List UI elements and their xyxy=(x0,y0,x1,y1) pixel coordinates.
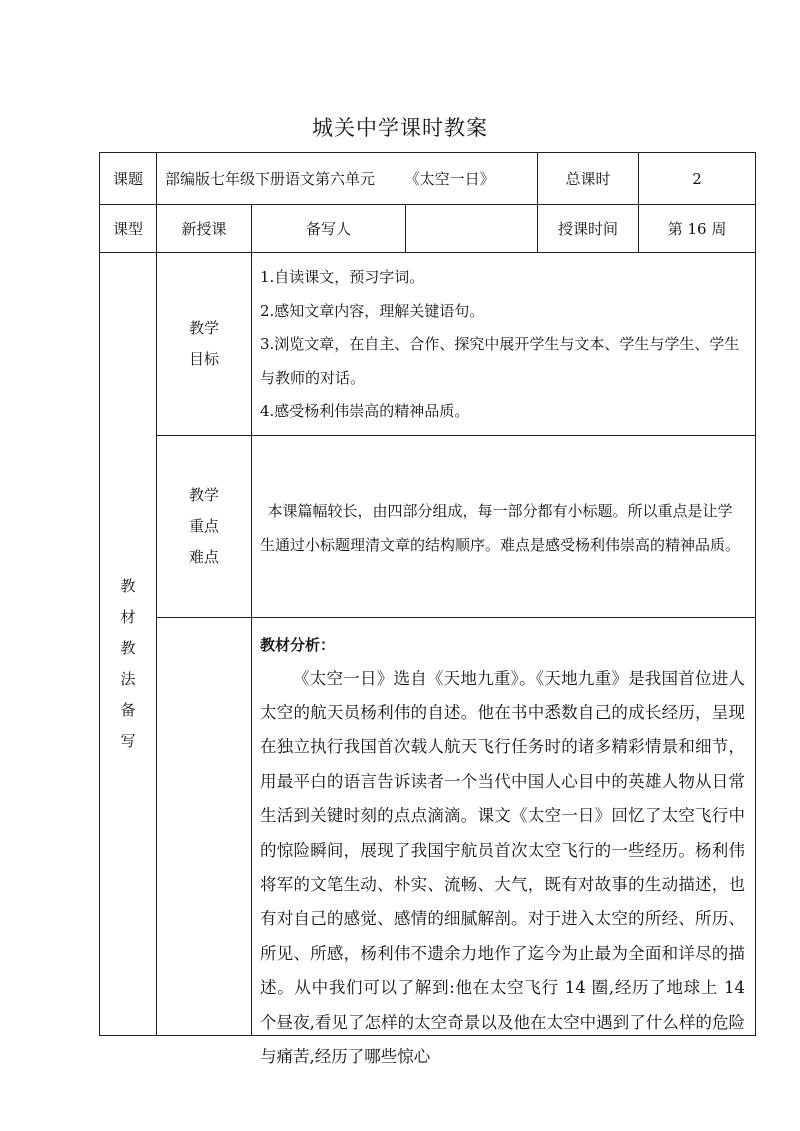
page-title: 城关中学课时教案 xyxy=(312,116,488,140)
side-label-char: 写 xyxy=(120,731,136,750)
topic-label: 课题 xyxy=(100,153,157,205)
goals-row xyxy=(100,253,756,436)
side-label-char: 法 xyxy=(120,669,136,688)
topic-row xyxy=(100,153,756,205)
analysis-label-empty xyxy=(157,617,252,1035)
teaching-time-value: 第 16 周 xyxy=(639,205,756,253)
topic-subject: 部编版七年级下册语文第六单元 xyxy=(165,170,376,188)
analysis-text: 《太空一日》选自《天地九重》。《天地九重》是我国首位进人太空的航天员杨利伟的自述。他在书中悉数自己的成长经历，呈现在独立执行我国首次载人航天飞行任务时的诸多精彩情景和细节，用最平白的语言告诉读者一个当代中国人心目中的英雄人物从日常生活到关键时刻的点点滴滴。课文《太空一日》回忆了太空飞行中的惊险瞬间，展现了我国宇航员首次太空飞行的一些经历。杨利伟将军的文笔生动、朴实、流畅、大气，既有对故事的生动描述，也有对自己的感觉、感情的细腻解剖。对于进入太空的所经、所历、所见、所感，杨利伟不遗余力地作了迄今为止最为全面和详尽的描述。从中我们可以了解到:他在太空飞行 14 圈,经历了地球上 14 个昼夜,看见了怎样的太空奇景以及他在太空中遇到了什么样的危险与痛苦,经历了哪些惊心 xyxy=(260,668,746,1066)
type-label: 课型 xyxy=(100,205,157,253)
analysis-row xyxy=(100,617,756,1035)
goals-content xyxy=(252,253,756,436)
topic-lesson: 《太空一日》 xyxy=(404,170,495,188)
total-hours-label: 总课时 xyxy=(538,153,639,205)
type-value: 新授课 xyxy=(157,205,252,253)
writer-value xyxy=(406,205,538,253)
analysis-heading: 教材分析： xyxy=(260,635,336,654)
side-label-char: 教 xyxy=(120,576,136,595)
type-row xyxy=(100,205,756,253)
total-hours-value: 2 xyxy=(639,153,756,205)
focus-content: 本课篇幅较长，由四部分组成，每一部分都有小标题。所以重点是让学生通过小标题理清文章的结构顺序。难点是感受杨利伟崇高的精神品质。 xyxy=(252,435,756,617)
lesson-plan-table xyxy=(99,152,756,1066)
goal-item: 4.感受杨利伟崇高的精神品质。 xyxy=(260,402,470,420)
side-label xyxy=(100,253,157,1036)
teaching-time-label: 授课时间 xyxy=(538,205,639,253)
analysis-content xyxy=(252,617,756,1066)
side-label-char: 备 xyxy=(120,700,136,719)
goal-item: 2.感知文章内容，理解关键语句。 xyxy=(260,301,485,320)
writer-label: 备写人 xyxy=(252,205,406,253)
focus-row xyxy=(100,435,756,617)
goal-item: 3.浏览文章，在自主、合作、探究中展开学生与文本、学生与学生、学生与教师的对话。 xyxy=(260,335,740,387)
topic-value xyxy=(157,153,538,205)
goal-item: 1.自读课文，预习字词。 xyxy=(260,268,425,286)
focus-label: 教学 重点 难点 xyxy=(157,435,252,617)
side-label-char: 教 xyxy=(120,638,136,657)
goals-label: 教学 目标 xyxy=(157,253,252,436)
side-label-char: 材 xyxy=(120,607,136,626)
